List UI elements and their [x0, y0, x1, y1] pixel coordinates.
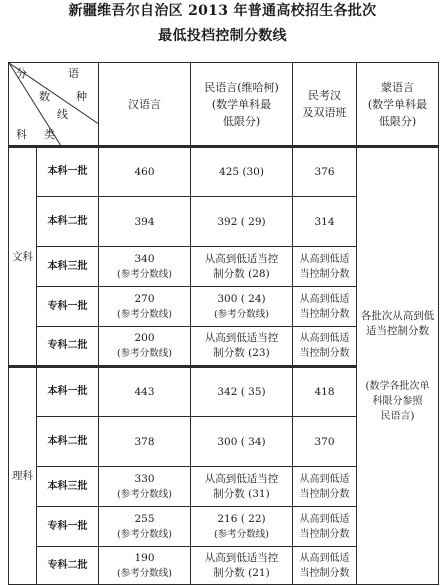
- han-score: 460: [99, 147, 191, 197]
- header-mongol: [357, 63, 439, 147]
- han-score-note: (参考分数线): [117, 268, 172, 280]
- batch-label: 专科二批: [37, 327, 99, 367]
- minority-score-note: 制分数 (23): [213, 347, 270, 359]
- minkaohan-line2: 当控制分数: [299, 268, 350, 280]
- corner-char-3: 数: [39, 90, 50, 103]
- minority-score-note: 制分数 (28): [213, 267, 270, 280]
- minkaohan-score: [293, 547, 357, 585]
- minkaohan-line1: 从高到低适: [299, 552, 350, 564]
- han-score-value: 190: [134, 551, 155, 564]
- han-score: 443: [99, 367, 191, 417]
- header-mongol-line3: 低限分): [378, 114, 417, 128]
- minkaohan-line2: 当控制分数: [299, 528, 350, 540]
- minority-score-note: (参考分数线): [214, 528, 269, 540]
- minority-score: 342 ( 35): [191, 367, 293, 417]
- mongol-note-line2: 适当控制分数: [366, 324, 429, 337]
- minority-score: [191, 327, 293, 367]
- han-score-value: 330: [134, 472, 155, 485]
- corner-char-1: 分: [16, 67, 27, 80]
- batch-label: 专科一批: [37, 287, 99, 327]
- batch-label: 本科二批: [37, 197, 99, 247]
- minority-score-note: (参考分数线): [214, 308, 269, 320]
- corner-char-7: 类: [44, 128, 55, 141]
- batch-label: 专科二批: [37, 547, 99, 585]
- minority-score-value: 从高到低适当控: [204, 252, 279, 265]
- minkaohan-score: 370: [293, 417, 357, 467]
- minority-score-value: 216 ( 22): [217, 512, 266, 525]
- minority-score-note: 制分数 (21): [213, 566, 270, 579]
- batch-label: 本科三批: [37, 467, 99, 507]
- header-minkaohan-line1: 民考汉: [308, 89, 341, 102]
- minkaohan-line2: 当控制分数: [299, 488, 350, 500]
- minkaohan-score: [293, 327, 357, 367]
- minkaohan-line1: 从高到低适: [299, 253, 350, 265]
- header-mongol-line1: 蒙语言: [381, 80, 414, 94]
- minority-score: [191, 287, 293, 327]
- minkaohan-line1: 从高到低适: [299, 513, 350, 525]
- mongol-note-line5: 民语言): [380, 410, 415, 422]
- minkaohan-line1: 从高到低适: [299, 333, 350, 344]
- minority-score: [191, 467, 293, 507]
- header-row: [9, 63, 439, 147]
- han-score: [99, 327, 191, 367]
- mongol-note-line1: 各批次从高到低: [360, 309, 435, 322]
- han-score-note: (参考分数线): [117, 567, 172, 579]
- page-title-line2: 最低投档控制分数线: [158, 28, 287, 44]
- mongol-note-spacer: [357, 339, 438, 379]
- category-li: 理科: [9, 367, 37, 585]
- header-mongol-line2: (数学单科最: [367, 97, 428, 111]
- han-score: [99, 547, 191, 585]
- han-score: [99, 247, 191, 287]
- mongol-note-line3: (数学各批次单: [365, 380, 430, 392]
- header-minority-line1: 民语言(维哈柯): [204, 80, 279, 94]
- han-score: [99, 287, 191, 327]
- minority-score: [191, 547, 293, 585]
- minority-score: 392 ( 29): [191, 197, 293, 247]
- table-row: [9, 147, 439, 197]
- han-score: [99, 507, 191, 547]
- minkaohan-score: 314: [293, 197, 357, 247]
- corner-header-cell: [9, 63, 99, 147]
- minkaohan-score: [293, 287, 357, 327]
- category-wen: 文科: [9, 147, 37, 367]
- minority-score: [191, 247, 293, 287]
- minority-score-value: 从高到低适当控: [204, 472, 279, 485]
- minkaohan-score: [293, 247, 357, 287]
- han-score-value: 340: [134, 252, 155, 265]
- minkaohan-line2: 当控制分数: [299, 308, 350, 320]
- header-minkaohan: [293, 63, 357, 147]
- header-minkaohan-line2: 及双语班: [302, 106, 347, 119]
- header-minority-line2: (数学单科最: [211, 97, 272, 111]
- han-score-value: 255: [134, 512, 155, 525]
- han-score-value: 270: [134, 292, 155, 305]
- page-title-line1: 新疆维吾尔自治区 2013 年普通高校招生各批次: [68, 3, 377, 19]
- minkaohan-line2: 当控制分数: [299, 567, 350, 579]
- han-score-note: (参考分数线): [117, 528, 172, 540]
- minkaohan-score: [293, 467, 357, 507]
- corner-char-2: 语: [68, 67, 79, 80]
- han-score-note: (参考分数线): [117, 488, 172, 500]
- han-score: 394: [99, 197, 191, 247]
- batch-label: 本科二批: [37, 417, 99, 467]
- minkaohan-score: [293, 507, 357, 547]
- header-han: 汉语言: [99, 63, 191, 147]
- minority-score: [191, 507, 293, 547]
- mongol-note-cell: [357, 147, 439, 585]
- batch-label: 专科一批: [37, 507, 99, 547]
- minkaohan-line1: 从高到低适: [299, 473, 350, 485]
- minority-score-value: 300 ( 24): [217, 292, 266, 305]
- minority-score: 300 ( 34): [191, 417, 293, 467]
- han-score: 378: [99, 417, 191, 467]
- minkaohan-score: 418: [293, 367, 357, 417]
- minkaohan-line1: 从高到低适: [299, 293, 350, 305]
- corner-char-5: 线: [57, 108, 68, 121]
- minority-score-value: 从高到低适当控: [204, 332, 279, 344]
- batch-label: 本科一批: [37, 367, 99, 417]
- corner-char-4: 种: [76, 90, 87, 103]
- score-table: [8, 62, 439, 585]
- han-score-note: (参考分数线): [117, 308, 172, 320]
- corner-char-6: 科: [16, 128, 27, 141]
- mongol-note-line4: 科限分参照: [372, 395, 423, 407]
- minority-score: 425 (30): [191, 147, 293, 197]
- batch-label: 本科一批: [37, 147, 99, 197]
- minkaohan-score: 376: [293, 147, 357, 197]
- minkaohan-line2: 当控制分数: [299, 348, 350, 359]
- han-score: [99, 467, 191, 507]
- han-score-value: 200: [134, 332, 155, 344]
- header-minority-line3: 低限分): [222, 114, 261, 128]
- header-minority: [191, 63, 293, 147]
- minority-score-value: 从高到低适当控: [204, 551, 279, 564]
- han-score-note: (参考分数线): [117, 348, 172, 359]
- batch-label: 本科三批: [37, 247, 99, 287]
- minority-score-note: 制分数 (31): [213, 487, 270, 500]
